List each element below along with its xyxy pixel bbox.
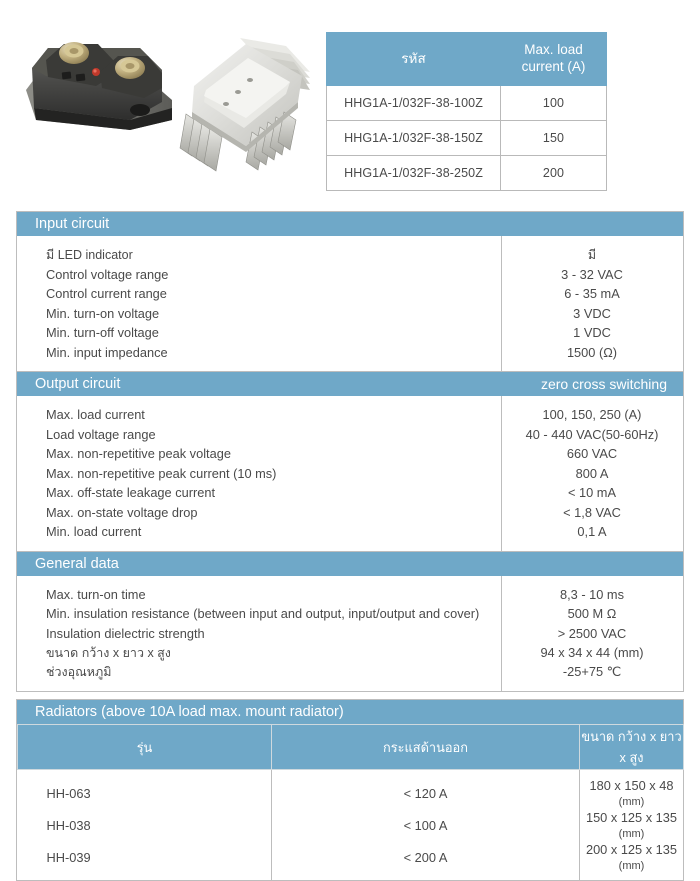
spec-label: Max. load current xyxy=(46,407,145,423)
cell-radiator-model: HH-039 xyxy=(18,841,272,880)
model-code-table-body xyxy=(327,86,607,191)
spec-value: 40 - 440 VAC(50-60Hz) xyxy=(525,426,659,442)
size-unit: (mm) xyxy=(618,860,645,872)
size-unit: (mm) xyxy=(618,828,645,840)
spec-label: Control current range xyxy=(46,286,167,302)
spec-row xyxy=(17,444,683,464)
column-header-max-load-current xyxy=(501,33,607,86)
spec-label: Min. insulation resistance (between input and output, input/output and cover) xyxy=(46,606,480,622)
spec-label: ช่วงอุณหภูมิ xyxy=(46,665,112,680)
column-header-size: ขนาด กว้าง x ยาว x สูง xyxy=(580,725,684,770)
column-header-output-current: กระแสด้านออก xyxy=(272,725,580,770)
section-title: General data xyxy=(35,555,119,572)
header-line-1: Max. load xyxy=(524,42,583,58)
cell-radiator-model: HH-038 xyxy=(18,809,272,841)
section-body-output-circuit xyxy=(17,396,683,551)
cell-radiator-current: < 200 A xyxy=(272,841,580,880)
column-header-code: รหัส xyxy=(327,33,501,86)
specifications-block xyxy=(16,211,684,692)
model-code-table xyxy=(326,32,607,191)
spec-label: Max. on-state voltage drop xyxy=(46,504,198,520)
spec-label: Min. load current xyxy=(46,524,142,540)
spec-row xyxy=(17,604,683,624)
section-title: Output circuit xyxy=(35,376,121,392)
table-header-row xyxy=(18,725,684,770)
table-row xyxy=(327,156,607,191)
cell-max-current: 150 xyxy=(501,121,607,156)
cell-radiator-current: < 120 A xyxy=(272,770,580,810)
product-header-area xyxy=(0,0,700,195)
spec-row xyxy=(17,425,683,445)
size-unit: (mm) xyxy=(618,796,645,808)
spec-row xyxy=(17,343,683,363)
size-value: 200 x 125 x 135 xyxy=(585,842,678,857)
spec-row xyxy=(17,663,683,683)
spec-value: > 2500 VAC xyxy=(557,625,627,641)
cell-model-code: HHG1A-1/032F-38-100Z xyxy=(327,86,501,121)
spec-label: Load voltage range xyxy=(46,426,156,442)
spec-value: 100, 150, 250 (A) xyxy=(542,407,642,423)
section-header-radiators xyxy=(17,700,683,724)
section-title: Input circuit xyxy=(35,216,110,232)
section-header-output-circuit xyxy=(17,372,683,396)
spec-value: 94 x 34 x 44 (mm) xyxy=(540,645,644,661)
cell-radiator-current: < 100 A xyxy=(272,809,580,841)
cell-max-current: 100 xyxy=(501,86,607,121)
spec-row xyxy=(17,585,683,605)
section-title: Radiators (above 10A load max. mount radiator) xyxy=(35,704,344,720)
table-row xyxy=(327,121,607,156)
spec-value: มี xyxy=(587,247,597,262)
spec-label: Min. turn-off voltage xyxy=(46,325,159,341)
spec-label: Control voltage range xyxy=(46,266,169,282)
section-header-input-circuit xyxy=(17,212,683,236)
spec-label: Min. input impedance xyxy=(46,344,168,360)
spec-label: ขนาด กว้าง x ยาว x สูง xyxy=(46,645,171,660)
spec-row xyxy=(17,503,683,523)
spec-value: 500 M Ω xyxy=(567,606,617,622)
cell-model-code: HHG1A-1/032F-38-150Z xyxy=(327,121,501,156)
solid-state-relay-photo xyxy=(22,28,172,130)
table-header-row xyxy=(327,33,607,86)
spec-row xyxy=(17,464,683,484)
cell-model-code: HHG1A-1/032F-38-250Z xyxy=(327,156,501,191)
spec-label: มี LED indicator xyxy=(46,247,133,262)
aluminum-heatsink-photo xyxy=(178,28,313,173)
column-header-model: รุ่น xyxy=(18,725,272,770)
spec-value: < 1,8 VAC xyxy=(563,504,621,520)
spec-row xyxy=(17,643,683,663)
header-line-2: current (A) xyxy=(521,59,586,74)
table-row xyxy=(327,86,607,121)
size-value: 150 x 125 x 135 xyxy=(585,810,678,825)
spec-row xyxy=(17,405,683,425)
section-body-general-data xyxy=(17,576,683,692)
spec-value: 6 - 35 mA xyxy=(564,286,620,302)
table-row xyxy=(18,809,684,841)
spec-value: < 10 mA xyxy=(567,485,616,501)
spec-value: 1500 (Ω) xyxy=(566,344,618,360)
spec-value: 660 VAC xyxy=(566,446,618,462)
spec-label: Max. turn-on time xyxy=(46,586,146,602)
cell-max-current: 200 xyxy=(501,156,607,191)
spec-label: Max. non-repetitive peak current (10 ms) xyxy=(46,465,277,481)
radiators-block xyxy=(16,699,684,881)
spec-value: 0,1 A xyxy=(577,524,607,540)
section-title-note: zero cross switching xyxy=(540,376,667,392)
spec-value: 3 VDC xyxy=(573,305,611,321)
spec-row xyxy=(17,483,683,503)
cell-radiator-size xyxy=(580,809,684,841)
section-body-input-circuit xyxy=(17,236,683,371)
spec-value: 8,3 - 10 ms xyxy=(559,586,624,602)
table-row xyxy=(18,770,684,810)
spec-label: Max. non-repetitive peak voltage xyxy=(46,446,231,462)
spec-row xyxy=(17,522,683,542)
spec-value: 3 - 32 VAC xyxy=(561,266,623,282)
spec-label: Insulation dielectric strength xyxy=(46,625,205,641)
spec-value: -25+75 ℃ xyxy=(562,664,622,680)
size-value: 180 x 150 x 48 xyxy=(589,778,674,793)
spec-row xyxy=(17,304,683,324)
table-row xyxy=(18,841,684,880)
spec-label: Max. off-state leakage current xyxy=(46,485,216,501)
cell-radiator-size xyxy=(580,770,684,810)
cell-radiator-model: HH-063 xyxy=(18,770,272,810)
section-header-general-data xyxy=(17,552,683,576)
radiators-table xyxy=(17,724,684,880)
spec-row xyxy=(17,284,683,304)
spec-row xyxy=(17,323,683,343)
spec-value: 800 A xyxy=(575,465,609,481)
spec-row xyxy=(17,245,683,265)
cell-radiator-size xyxy=(580,841,684,880)
spec-label: Min. turn-on voltage xyxy=(46,305,160,321)
spec-row xyxy=(17,624,683,644)
spec-row xyxy=(17,265,683,285)
spec-value: 1 VDC xyxy=(573,325,611,341)
